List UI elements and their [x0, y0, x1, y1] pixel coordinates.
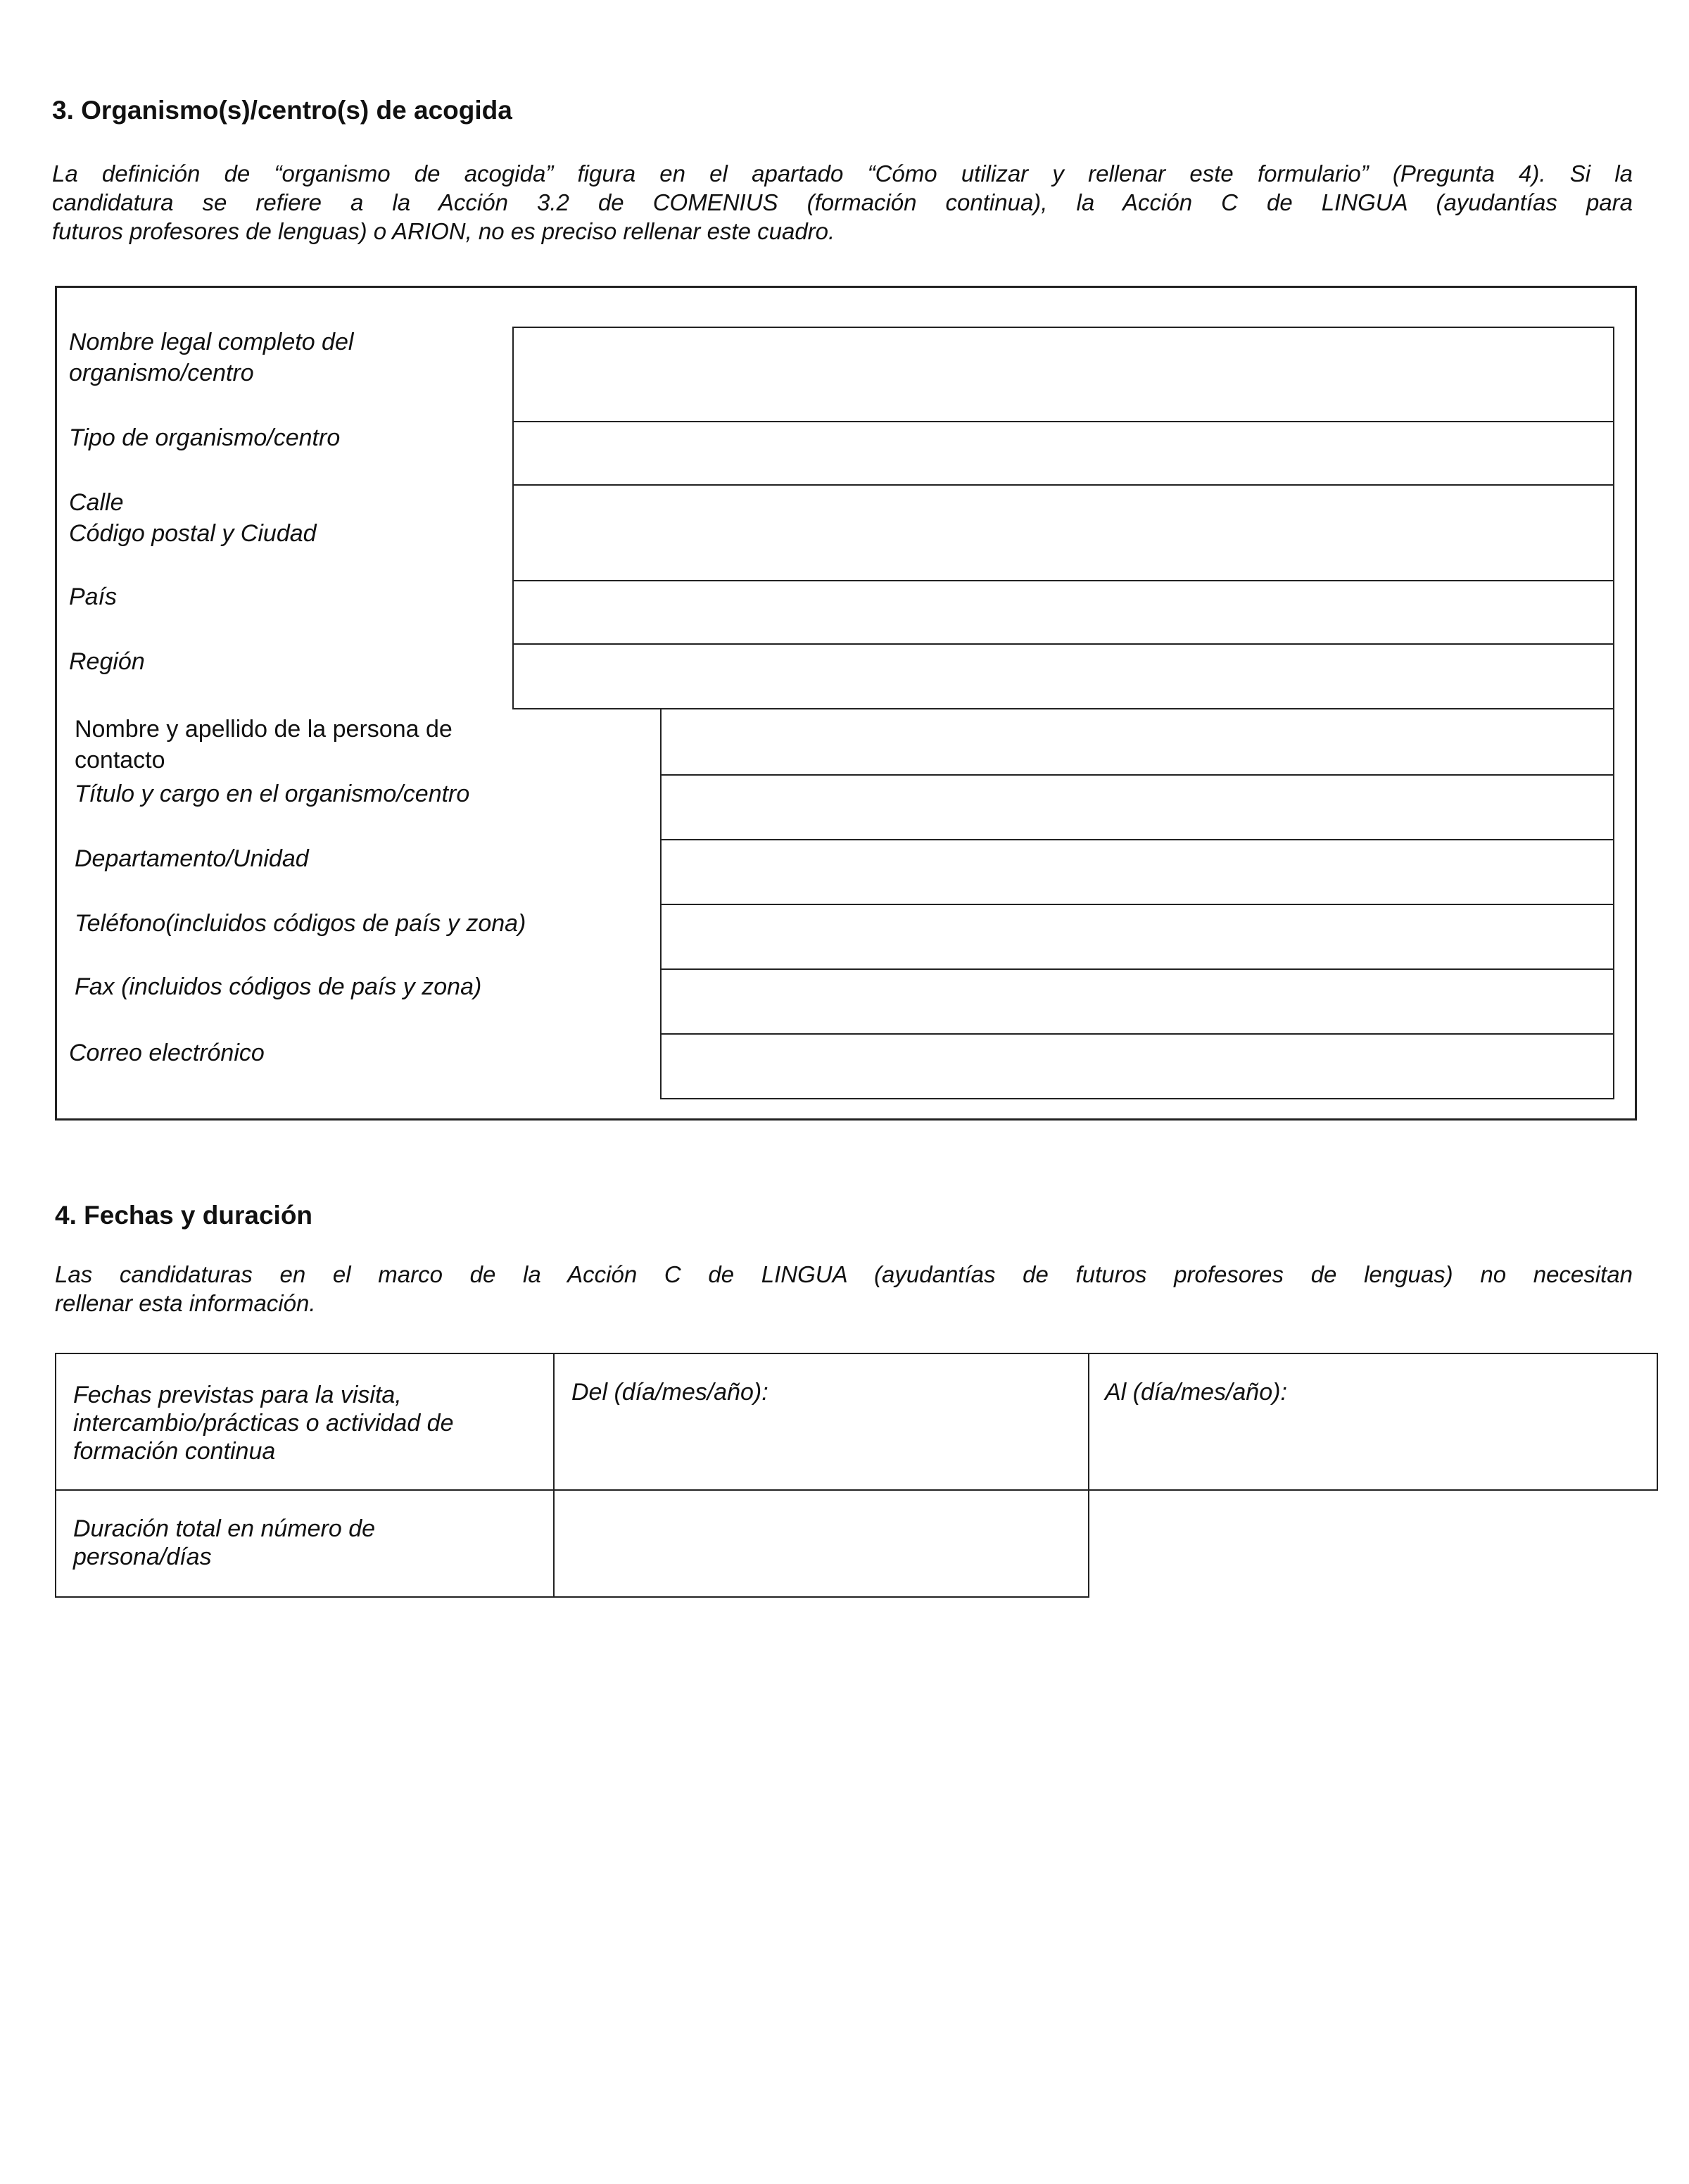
label-text: persona/días: [73, 1544, 212, 1570]
email-field[interactable]: [660, 1033, 1614, 1099]
contact-name-field[interactable]: [660, 708, 1614, 776]
label-email: Correo electrónico: [69, 1040, 265, 1066]
date-from-label: Del (día/mes/año):: [571, 1379, 768, 1406]
section-4-title: 4. Fechas y duración: [55, 1201, 313, 1230]
label-contact-name: [75, 714, 453, 776]
label-type: Tipo de organismo/centro: [69, 424, 341, 451]
organisation-type-field[interactable]: [512, 421, 1614, 486]
country-field[interactable]: [512, 580, 1614, 645]
label-department: Departamento/Unidad: [75, 845, 309, 872]
intro-line: candidatura se refiere a la Acción 3.2 de COMENIUS (formación continua), la Acción C de LINGUA (ayudantías para: [52, 189, 1633, 215]
dates-label: [73, 1381, 454, 1465]
fax-field[interactable]: [660, 968, 1614, 1035]
date-to-field[interactable]: [1088, 1353, 1658, 1491]
label-text: formación continua: [73, 1438, 276, 1465]
label-text: contacto: [75, 747, 165, 774]
label-text: Nombre y apellido de la persona de: [75, 716, 453, 743]
intro-line: futuros profesores de lenguas) o ARION, no es preciso rellenar este cuadro.: [52, 218, 835, 244]
label-address: [69, 487, 317, 549]
section-3-title: 3. Organismo(s)/centro(s) de acogida: [52, 96, 512, 125]
label-text: intercambio/prácticas o actividad de: [73, 1410, 454, 1437]
label-text: Código postal y Ciudad: [69, 520, 317, 547]
phone-field[interactable]: [660, 904, 1614, 970]
intro-line: La definición de “organismo de acogida” figura en el apartado “Cómo utilizar y rellenar este formulario” (Pregunta 4). Si la: [52, 160, 1633, 187]
duration-label: [73, 1515, 375, 1571]
label-region: Región: [69, 648, 145, 675]
region-field[interactable]: [512, 643, 1614, 709]
label-text: Nombre legal completo del: [69, 329, 354, 355]
section-3-intro: [52, 159, 1633, 246]
duration-field[interactable]: [553, 1489, 1089, 1598]
label-country: País: [69, 583, 118, 610]
label-phone: Teléfono(incluidos códigos de país y zona): [75, 910, 526, 937]
intro-line: rellenar esta información.: [55, 1290, 316, 1316]
title-position-field[interactable]: [660, 774, 1614, 840]
label-text: Fechas previstas para la visita,: [73, 1382, 402, 1408]
label-legal-name: [69, 327, 353, 389]
label-text: Calle: [69, 489, 124, 516]
intro-line: Las candidaturas en el marco de la Acción C de LINGUA (ayudantías de futuros profesores de lenguas) no necesitan: [55, 1261, 1633, 1287]
section-4-intro: [55, 1260, 1633, 1318]
label-text: Duración total en número de: [73, 1515, 376, 1542]
legal-name-field[interactable]: [512, 327, 1614, 422]
department-field[interactable]: [660, 839, 1614, 905]
date-to-label: Al (día/mes/año):: [1105, 1379, 1287, 1406]
label-fax: Fax (incluidos códigos de país y zona): [75, 973, 482, 1000]
label-text: organismo/centro: [69, 360, 254, 386]
date-from-field[interactable]: [553, 1353, 1089, 1491]
address-field[interactable]: [512, 484, 1614, 581]
label-title-position: Título y cargo en el organismo/centro: [75, 781, 470, 807]
